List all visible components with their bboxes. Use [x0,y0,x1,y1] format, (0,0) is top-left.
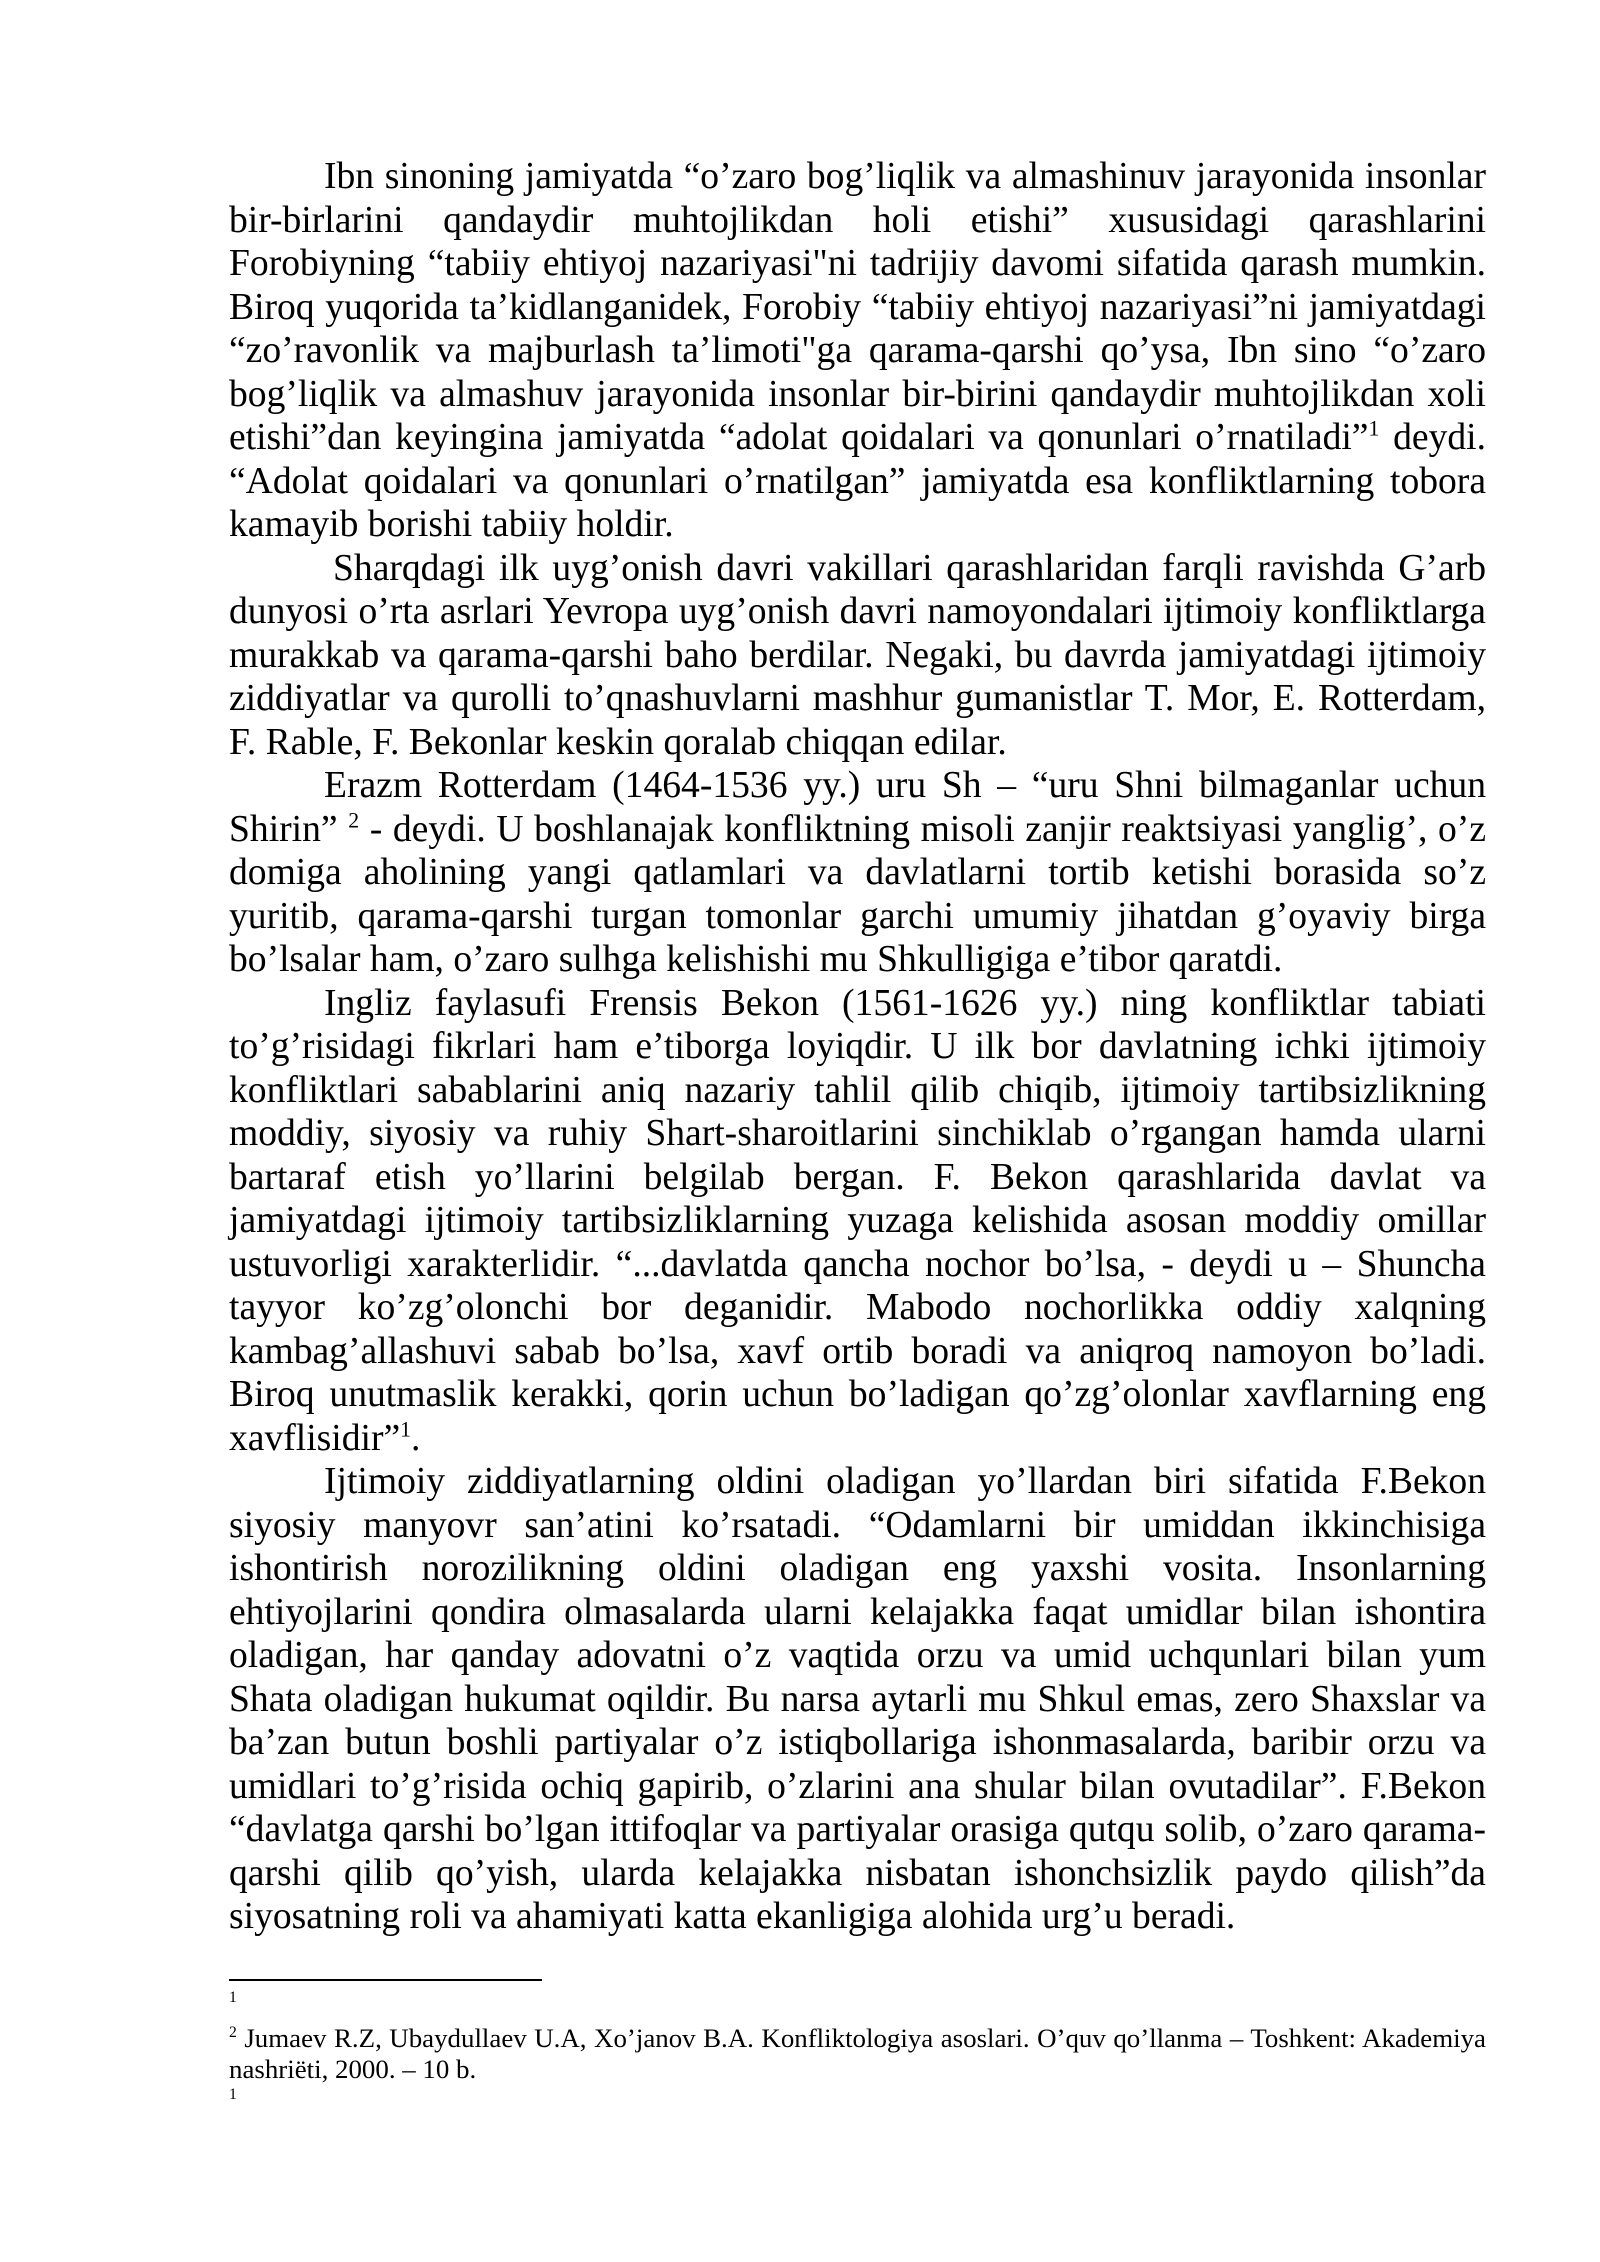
paragraph-1 [229,155,1486,547]
paragraph-2 [229,547,1486,765]
footnote-marker: 1 [229,2086,237,2104]
paragraph-3 [229,764,1486,982]
footnote-marker: 1 [229,1989,237,2007]
paragraph-4 [229,982,1486,1461]
paragraph-text: Ijtimoiy ziddiyatlarning oldini oladigan yo’llardan biri sifatida F.Bekon siyosiy manyovr san’atini ko’rsatadi. “Odamlarni bir umiddan ikkinchisiga ishontirish norozilikning oldini oladigan eng yaxshi vosita. Insonlarning ehtiyojlarini qondira olmasalarda ularni kelajakka faqat umidlar bilan ishontira oladigan, har qanday adovatni o’z vaqtida orzu va umid uchqunlari bilan yum Shata oladigan hukumat oqildir. Bu narsa aytarli mu Shkul emas, zero Shaxslar va ba’zan butun boshli partiyalar o’z istiqbollariga ishonmasalarda, baribir orzu va umidlari to’g’risida ochiq gapirib, o’zlarini ana shular bilan ovutadilar”. F.Bekon “davlatga qarshi bo’lgan ittifoqlar va partiyalar orasiga qutqu solib, o’zaro qarama-qarshi qilib qo’yish, ularda kelajakka nisbatan ishonchsizlik paydo qilish”da siyosatning roli va ahamiyati katta ekanligiga alohida urg’u beradi. [229,1461,1486,1937]
footnote-separator [229,1979,542,1981]
footnote-2 [229,2023,1486,2085]
footnote-reference: 1 [1368,416,1380,441]
footnote-reference: 1 [400,1416,412,1441]
footnote-marker: 2 [229,2024,237,2042]
paragraph-text: deydi. “Adolat qoidalari va qonunlari o’rnatilgan” jamiyatda esa konfliktlarning tobora kamayib borishi tabiiy holdir. [229,417,1486,545]
paragraph-text: . [411,1417,421,1459]
footnote-1 [229,1988,1486,2019]
paragraph-text: Ibn sinoning jamiyatda “o’zaro bog’liqlik va almashinuv jarayonida insonlar bir-birlarini qandaydir muhtojlikdan holi etishi” xususidagi qarashlarini Forobiyning “tabiiy ehtiyoj nazariyasi"ni tadrijiy davomi sifatida qarash mumkin. Biroq yuqorida ta’kidlanganidek, Forobiy “tabiiy ehtiyoj nazariyasi”ni jamiyatdagi “zo’ravonlik va majburlash ta’limoti"ga qarama-qarshi qo’ysa, Ibn sino “o’zaro bog’liqlik va almashuv jarayonida insonlar bir-birini qandaydir muhtojlikdan xoli etishi”dan keyingina jamiyatda “adolat qoidalari va qonunlari o’rnatiladi” [229,156,1486,458]
footnote-text: Jumaev R.Z, Ubaydullaev U.A, Xo’janov B.A. Konfliktologiya asoslari. O’quv qo’llanma – Toshkent: Akademiya nashriëti, 2000. – 10 b. [229,2023,1486,2084]
footnote-3 [229,2085,1486,2116]
footnote-reference: 2 [348,807,360,832]
paragraph-text: - deydi. U boshlanajak konfliktning misoli zanjir reaktsiyasi yanglig’, o’z domiga aholining yangi qatlamlari va davlatlarni tortib ketishi borasida so’z yuritib, qarama-qarshi turgan tomonlar garchi umumiy jihatdan g’oyaviy birga bo’lsalar ham, o’zaro sulhga kelishishi mu Shkulligiga e’tibor qaratdi. [229,808,1486,980]
footnotes [229,1988,1486,2116]
main-text [229,155,1486,1939]
paragraph-5 [229,1460,1486,1939]
paragraph-text: Sharqdagi ilk uyg’onish davri vakillari qarashlaridan farqli ravishda G’arb dunyosi o’rta asrlari Yevropa uyg’onish davri namoyondalari ijtimoiy konfliktlarga murakkab va qarama-qarshi baho berdilar. Negaki, bu davrda jamiyatdagi ijtimoiy ziddiyatlar va qurolli to’qnashuvlarni mashhur gumanistlar T. Mor, E. Rotterdam, F. Rable, F. Bekonlar keskin qoralab chiqqan edilar. [229,547,1486,763]
paragraph-text: Ingliz faylasufi Frensis Bekon (1561-1626 yy.) ning konfliktlar tabiati to’g’risidagi fikrlari ham e’tiborga loyiqdir. U ilk bor davlatning ichki ijtimoiy konfliktlari sabablarini aniq nazariy tahlil qilib chiqib, ijtimoiy tartibsizlikning moddiy, siyosiy va ruhiy Shart-sharoitlarini sinchiklab o’rgangan hamda ularni bartaraf etish yo’llarini belgilab bergan. F. Bekon qarashlarida davlat va jamiyatdagi ijtimoiy tartibsizliklarning yuzaga kelishida asosan moddiy omillar ustuvorligi xarakterlidir. “...davlatda qancha nochor bo’lsa, - deydi u – Shuncha tayyor ko’zg’olonchi bor deganidir. Mabodo nochorlikka oddiy xalqning kambag’allashuvi sabab bo’lsa, xavf ortib boradi va aniqroq namoyon bo’ladi. Biroq unutmaslik kerakki, qorin uchun bo’ladigan qo’zg’olonlar xavflarning eng xavflisidir” [229,982,1486,1459]
paragraph-text: Erazm Rotterdam (1464-1536 yy.) uru Sh – “uru Shni bilmaganlar uchun Shirin” [229,765,1486,850]
